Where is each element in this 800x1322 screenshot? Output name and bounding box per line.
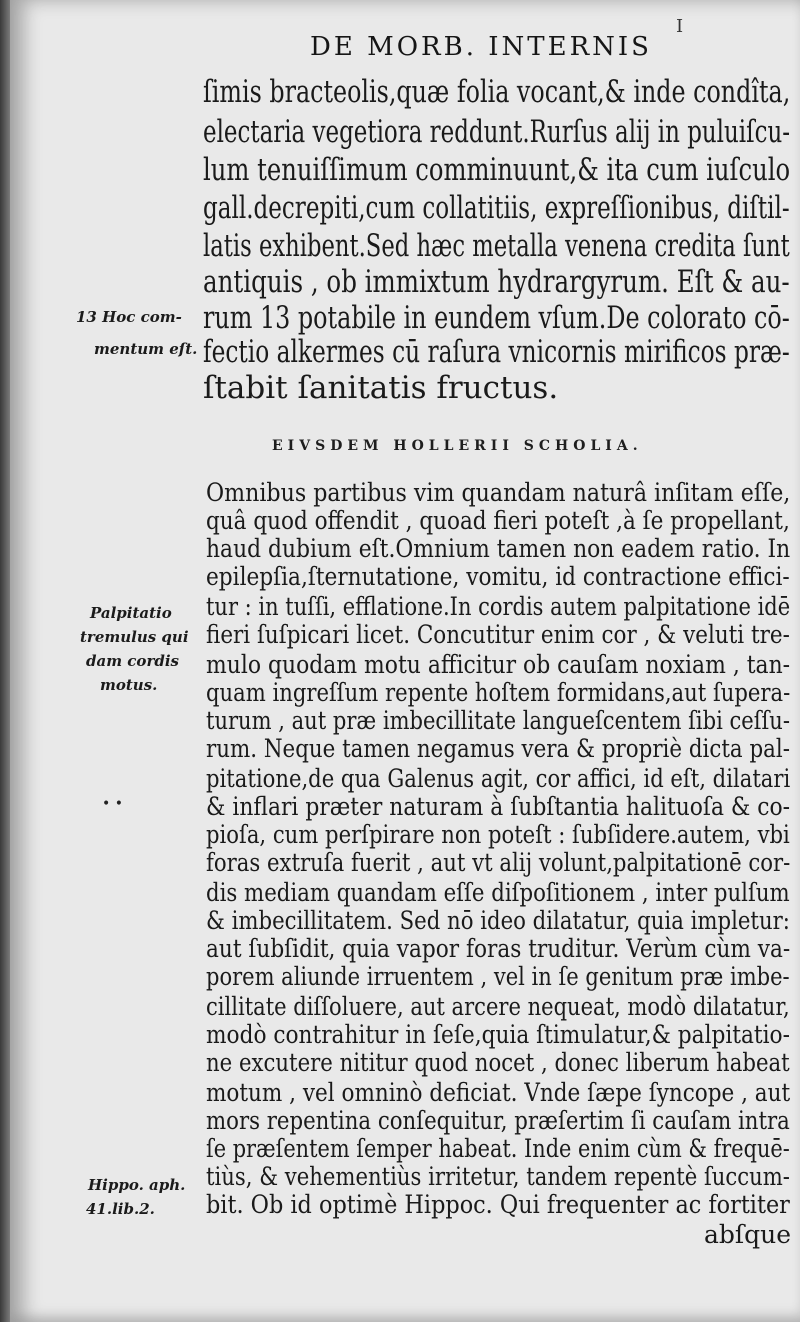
- page-binding-edge: [0, 0, 10, 1322]
- text-line: modò contrahitur in ſeſe,quia ſtimulatur,& palpitatio-: [206, 1020, 790, 1049]
- text-line: fieri ſuſpicari licet. Concutitur enim cor , & veluti tre-: [206, 620, 790, 649]
- text-line: turum , aut præ imbecillitate langueſcentem ſibi ceſſu-: [206, 706, 790, 735]
- marginal-note: 13 Hoc com-: [76, 308, 182, 326]
- text-line: lum tenuiſſimum comminuunt,& ita cum iuſculo: [203, 152, 791, 188]
- text-line: motum , vel omninò deficiat. Vnde ſæpe ſyncope , aut: [206, 1078, 791, 1107]
- text-line: bit. Ob id optimè Hippoc. Qui frequenter ac fortiter: [206, 1190, 790, 1219]
- text-line: dis mediam quandam eſſe diſpoſitionem , inter pulſum: [206, 878, 790, 907]
- text-line: cillitate diſſoluere, aut arcere nequeat, modò dilatatur,: [206, 992, 790, 1021]
- text-line: haud dubium eſt.Omnium tamen non eadem ratio. In: [206, 534, 791, 563]
- text-line: pioſa, cum perſpirare non poteſt : ſubſidere.autem, vbi: [206, 820, 790, 849]
- marginal-note: 41.lib.2.: [86, 1200, 155, 1218]
- text-line: quâ quod offendit , quoad fieri poteſt ,à ſe propellant,: [206, 506, 790, 535]
- text-line: ſimis bracteolis,quæ folia vocant,& inde condîta,: [203, 74, 791, 110]
- text-line: & imbecillitatem. Sed nō ideo dilatatur, quia impletur:: [206, 906, 790, 935]
- text-line: quam ingreſſum repente hoſtem formidans,aut ſupera-: [206, 678, 791, 707]
- marginal-note: motus.: [100, 676, 158, 694]
- text-line: foras extruſa fuerit , aut vt alij volunt,palpitationē cor-: [206, 848, 791, 877]
- marginal-note: dam cordis: [86, 652, 179, 670]
- text-line: antiquis , ob immixtum hydrargyrum. Eſt & au-: [203, 264, 790, 300]
- text-line: pitatione,de qua Galenus agit, cor affici, id eſt, dilatari: [206, 764, 791, 793]
- marginal-note: tremulus qui: [80, 628, 189, 646]
- text-line: & inflari præter naturam à ſubſtantia halituoſa & co-: [206, 792, 791, 821]
- text-line: rum. Neque tamen negamus vera & propriè dicta pal-: [206, 734, 790, 763]
- section-heading: EIVSDEM HOLLERII SCHOLIA.: [272, 438, 643, 454]
- text-line: aut ſubſidit, quia vapor foras truditur. Verùm cùm va-: [206, 934, 791, 963]
- text-line: ne excutere nititur quod nocet , donec liberum habeat: [206, 1048, 790, 1077]
- text-line: porem aliunde irruentem , vel in ſe genitum præ imbe-: [206, 962, 790, 991]
- marginal-dots: • •: [102, 796, 123, 812]
- text-line: Omnibus partibus vim quandam naturâ inſitam eſſe,: [206, 478, 791, 507]
- running-title: DE MORB. INTERNIS: [310, 32, 652, 62]
- text-line: mulo quodam motu afficitur ob cauſam noxiam , tan-: [206, 650, 791, 679]
- text-line: fectio alkermes cū raſura vnicornis mirificos præ-: [203, 334, 790, 370]
- folio-mark: I: [676, 16, 684, 37]
- text-line: ſe præſentem ſemper habeat. Inde enim cùm & frequē-: [206, 1134, 790, 1163]
- marginal-note: Palpitatio: [90, 604, 172, 622]
- book-page: [10, 0, 800, 1322]
- text-line: epilepſia,ſternutatione, vomitu, id contractione effici-: [206, 562, 790, 591]
- marginal-note: Hippo. aph.: [88, 1176, 186, 1194]
- text-line: mors repentina conſequitur, præſertim ſi cauſam intra: [206, 1106, 790, 1135]
- text-line: rum 13 potabile in eundem vſum.De colorato cō-: [203, 300, 790, 336]
- text-line: ſtabit ſanitatis fructus.: [203, 370, 559, 406]
- marginal-note: mentum eſt.: [94, 340, 198, 358]
- text-line: gall.decrepiti,cum collatitiis, expreſſionibus, diſtil-: [203, 190, 790, 226]
- text-line: tiùs, & vehementiùs irritetur, tandem repentè ſuccum-: [206, 1162, 790, 1191]
- text-line: tur : in tuſſi, efflatione.In cordis autem palpitatione idē: [206, 592, 791, 621]
- text-line: latis exhibent.Sed hæc metalla venena credita ſunt: [203, 228, 790, 264]
- text-line: electaria vegetiora reddunt.Rurſus alij in puluiſcu-: [203, 114, 791, 150]
- catchword: abſque: [704, 1220, 792, 1249]
